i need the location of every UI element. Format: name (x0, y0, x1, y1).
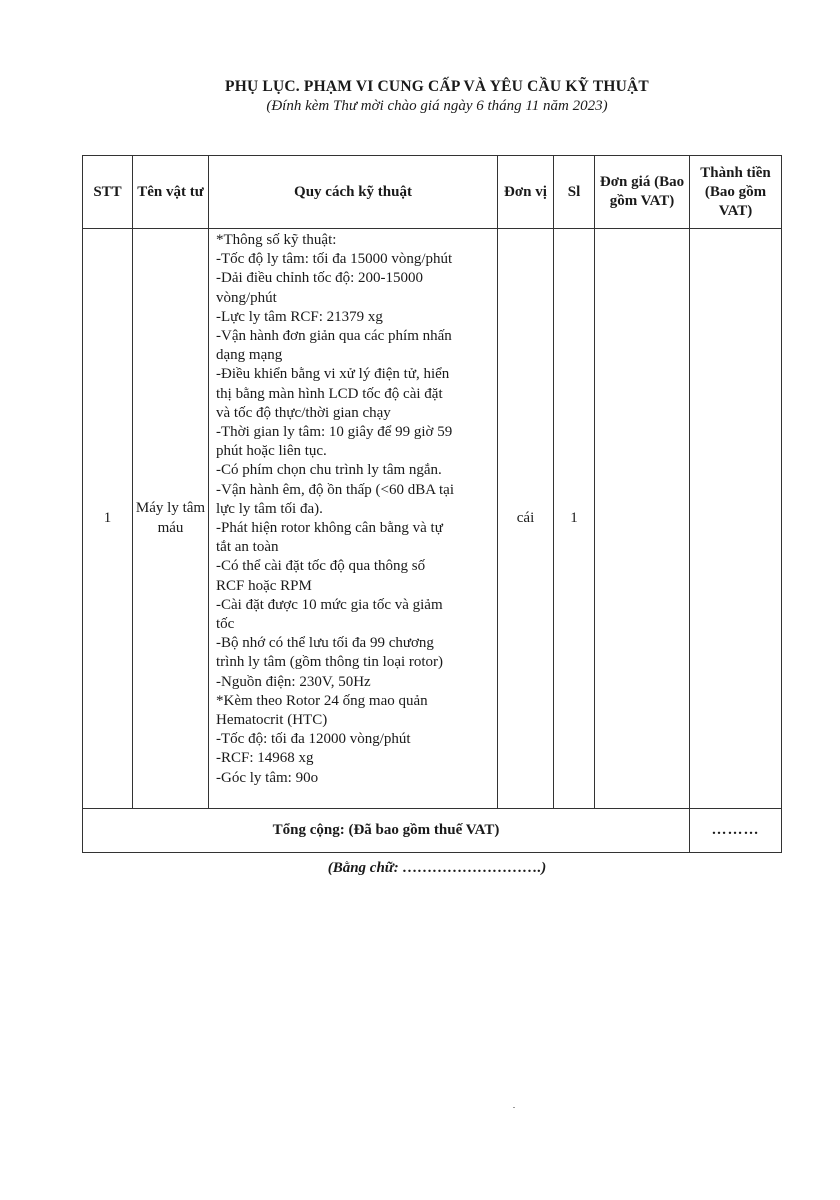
spec-line: -Điều khiển bằng vi xử lý điện tử, hiển (216, 366, 450, 383)
spec-line: -Có thể cài đặt tốc độ qua thông số (216, 558, 426, 575)
spec-line: -Có phím chọn chu trình ly tâm ngắn. (216, 462, 442, 479)
row-name: Máy ly tâm máu (133, 229, 209, 809)
row-qty: 1 (554, 229, 595, 809)
table-row (83, 229, 782, 809)
spec-line: Hematocrit (HTC) (216, 712, 328, 729)
total-label: Tổng cộng: (Đã bao gồm thuế VAT) (83, 809, 690, 853)
header-spec: Quy cách kỹ thuật (209, 156, 498, 229)
spec-line: -Thời gian ly tâm: 10 giây để 99 giờ 59 (216, 424, 453, 441)
row-unit-price (595, 229, 690, 809)
spec-line: -Lực ly tâm RCF: 21379 xg (216, 308, 383, 325)
spec-line: -Phát hiện rotor không cân bằng và tự (216, 520, 443, 537)
spec-line: tắt an toàn (216, 539, 279, 556)
total-value: ……… (690, 809, 782, 853)
scan-speck (513, 1107, 515, 1108)
spec-line: dạng mạng (216, 347, 283, 364)
table-header-row (83, 156, 782, 229)
spec-line: -Góc ly tâm: 90o (216, 769, 319, 786)
header-unit-price: Đơn giá (Bao gồm VAT) (595, 156, 690, 229)
spec-line: *Kèm theo Rotor 24 ống mao quản (216, 692, 428, 709)
spec-line: phút hoặc liên tục. (216, 443, 327, 460)
spec-line: lực ly tâm tối đa). (216, 500, 323, 517)
spec-line: -Tốc độ: tối đa 12000 vòng/phút (216, 731, 411, 748)
spec-line: -Dải điều chỉnh tốc độ: 200-15000 (216, 270, 424, 287)
spec-line: RCF hoặc RPM (216, 577, 312, 594)
spec-line: -Vận hành đơn giản qua các phím nhấn (216, 328, 452, 345)
amount-in-words: (Bằng chữ: ……………………….) (327, 860, 547, 876)
row-stt: 1 (83, 229, 133, 809)
spec-line: -Cài đặt được 10 mức gia tốc và giảm (216, 596, 443, 613)
spec-line: tốc (216, 616, 235, 633)
header-total: Thành tiền (Bao gồm VAT) (690, 156, 782, 229)
spec-line: trình ly tâm (gồm thông tin loại rotor) (216, 654, 444, 671)
spec-line: *Thông số kỹ thuật: (216, 232, 337, 248)
spec-line: -RCF: 14968 xg (216, 750, 314, 767)
header-name: Tên vật tư (133, 156, 209, 229)
spec-line: -Nguồn điện: 230V, 50Hz (216, 673, 371, 690)
header-unit: Đơn vị (498, 156, 554, 229)
row-spec (209, 229, 498, 809)
page-subtitle: (Đính kèm Thư mời chào giá ngày 6 tháng 11 năm 2023) (266, 98, 608, 114)
row-total (690, 229, 782, 809)
total-row (83, 809, 782, 853)
header-stt: STT (83, 156, 133, 229)
spec-line: thị bằng màn hình LCD tốc độ cài đặt (216, 385, 443, 402)
spec-line: vòng/phút (216, 289, 277, 306)
spec-table (82, 155, 782, 853)
spec-line: -Vận hành êm, độ ồn thấp (<60 dBA tại (216, 481, 455, 498)
spec-line: -Tốc độ ly tâm: tối đa 15000 vòng/phút (216, 251, 453, 268)
row-unit: cái (498, 229, 554, 809)
page-title: PHỤ LỤC. PHẠM VI CUNG CẤP VÀ YÊU CẦU KỸ THUẬT (225, 78, 649, 95)
header-qty: Sl (554, 156, 595, 229)
spec-line: -Bộ nhớ có thể lưu tối đa 99 chương (216, 635, 434, 652)
spec-line: và tốc độ thực/thời gian chạy (216, 404, 391, 421)
